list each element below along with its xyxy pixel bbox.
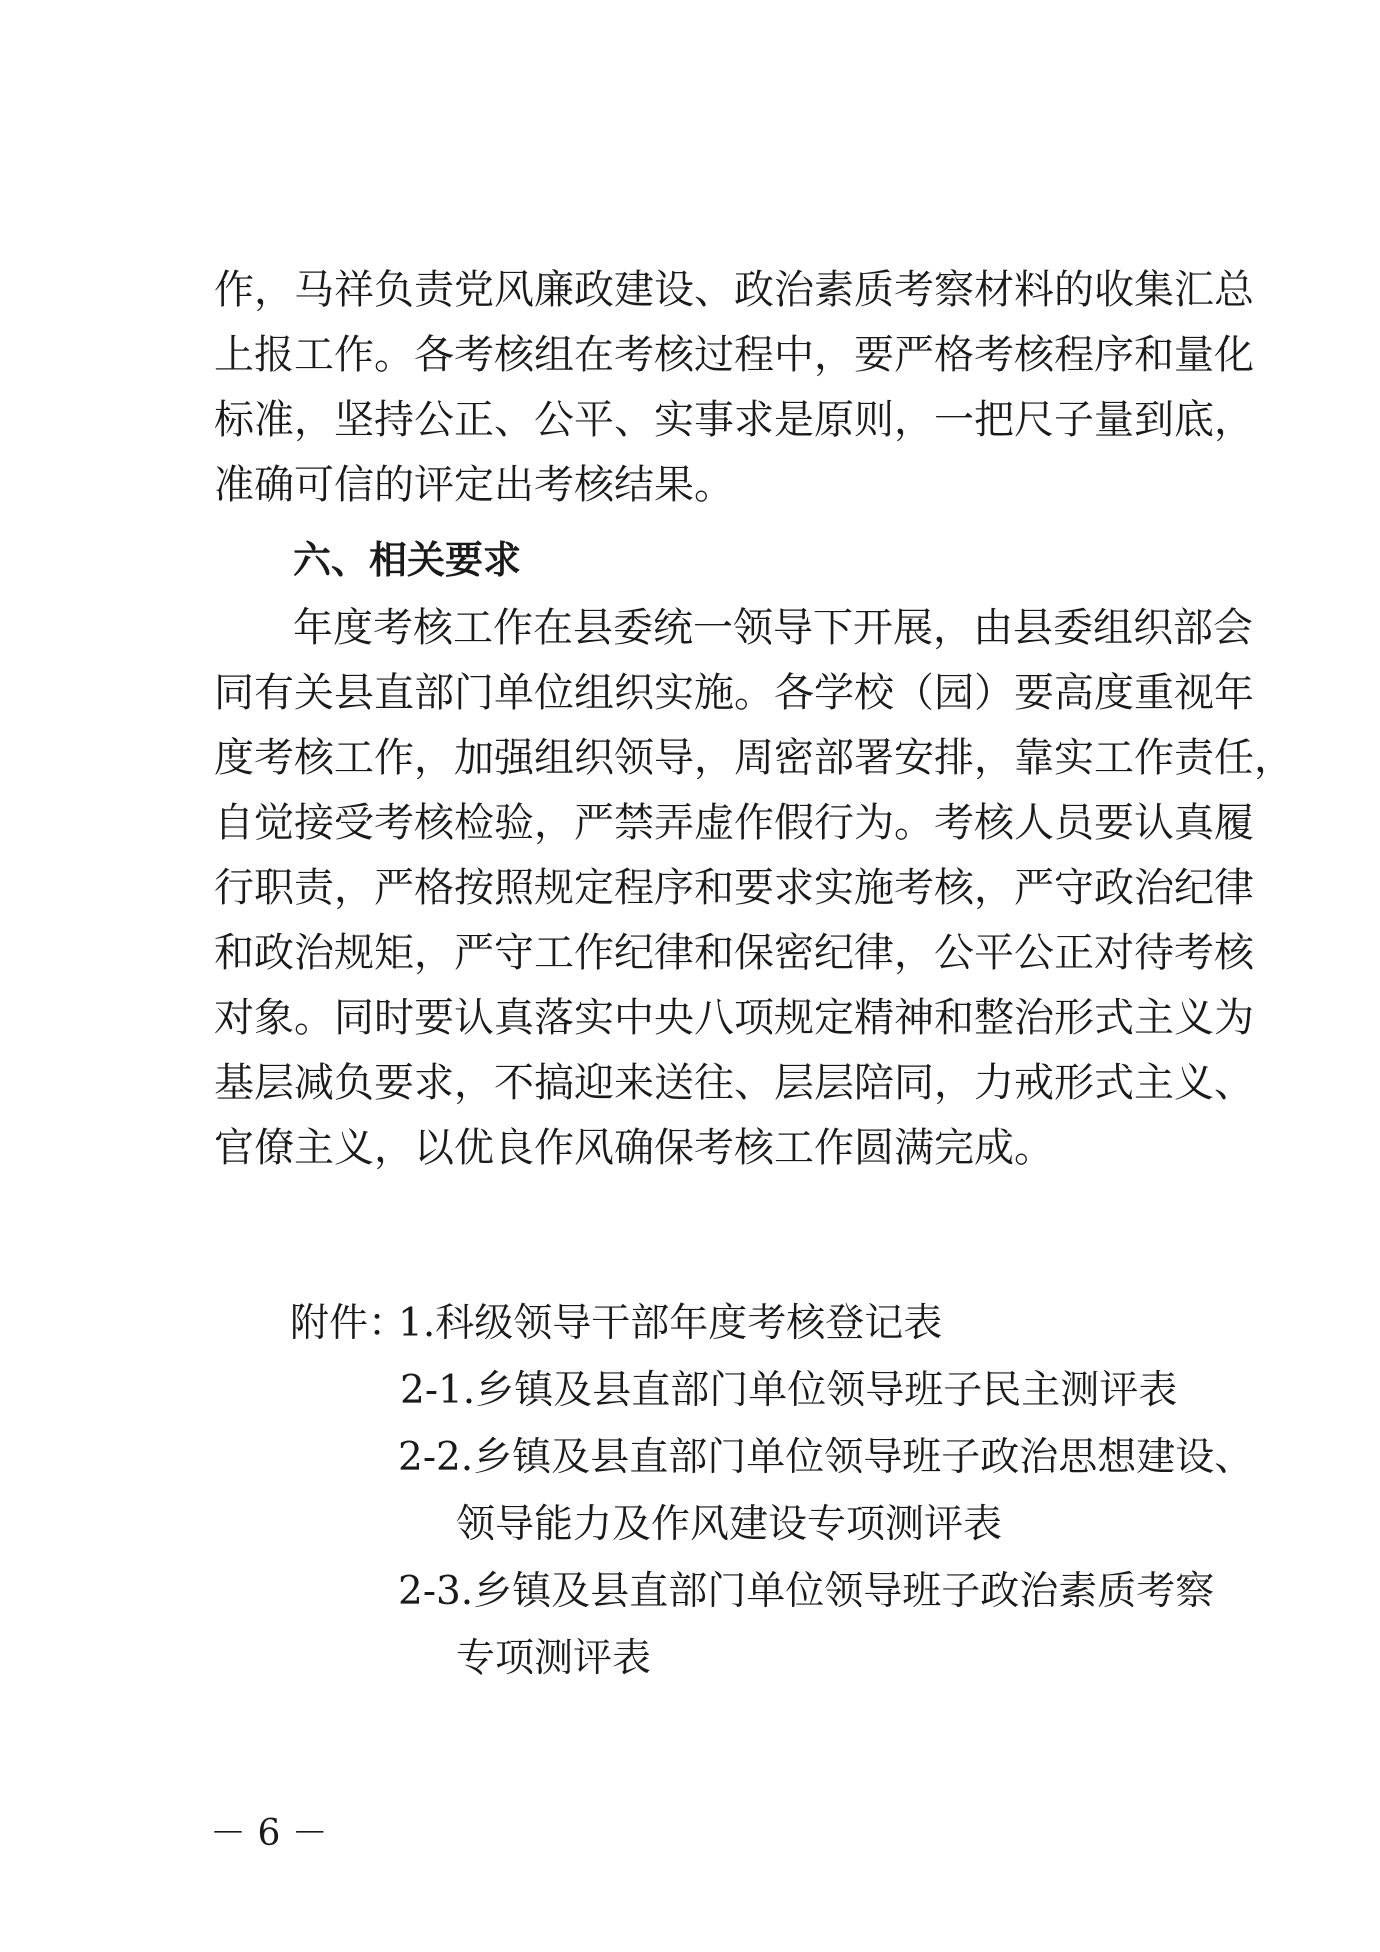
attachment-item-2-3-line-2: 专项测评表	[456, 1636, 652, 1681]
paragraph-1-line-4: 准确可信的评定出考核结果。	[214, 462, 734, 508]
paragraph-2-line-9: 官僚主义，以优良作风确保考核工作圆满完成。	[214, 1125, 1054, 1171]
paragraph-2-line-5: 行职责，严格按照规定程序和要求实施考核，严守政治纪律	[214, 865, 1254, 911]
attachment-item-2-2-line-2: 领导能力及作风建设专项测评表	[456, 1502, 1003, 1547]
paragraph-2-line-7: 对象。同时要认真落实中央八项规定精神和整治形式主义为	[214, 995, 1254, 1041]
paragraph-1-line-1: 作，马祥负责党风廉政建设、政治素质考察材料的收集汇总	[214, 267, 1254, 313]
attachment-item-2-3-line-1: 2-3.乡镇及县直部门单位领导班子政治素质考察	[398, 1569, 1215, 1614]
paragraph-2-line-4: 自觉接受考核检验，严禁弄虚作假行为。考核人员要认真履	[214, 800, 1254, 846]
paragraph-2-line-3: 度考核工作，加强组织领导，周密部署安排，靠实工作责任，	[214, 735, 1294, 781]
paragraph-2-line-6: 和政治规矩，严守工作纪律和保密纪律，公平公正对待考核	[214, 930, 1254, 976]
attachments-label: 附件：	[290, 1301, 408, 1346]
section-heading: 六、相关要求	[293, 538, 522, 582]
attachment-item-1: 1.科级领导干部年度考核登记表	[398, 1301, 943, 1346]
paragraph-1-line-2: 上报工作。各考核组在考核过程中，要严格考核程序和量化	[214, 332, 1254, 378]
paragraph-2-line-8: 基层减负要求，不搞迎来送往、层层陪同，力戒形式主义、	[214, 1060, 1254, 1106]
attachment-item-2-2-line-1: 2-2.乡镇及县直部门单位领导班子政治思想建设、	[398, 1435, 1254, 1480]
paragraph-1-line-3: 标准，坚持公正、公平、实事求是原则，一把尺子量到底，	[214, 397, 1254, 443]
attachment-item-2-1: 2-1.乡镇及县直部门单位领导班子民主测评表	[400, 1368, 1178, 1413]
paragraph-2-line-2: 同有关县直部门单位组织实施。各学校（园）要高度重视年	[214, 670, 1254, 716]
page-number: － 6 －	[210, 1813, 328, 1854]
paragraph-2-line-1: 年度考核工作在县委统一领导下开展，由县委组织部会	[293, 605, 1253, 651]
